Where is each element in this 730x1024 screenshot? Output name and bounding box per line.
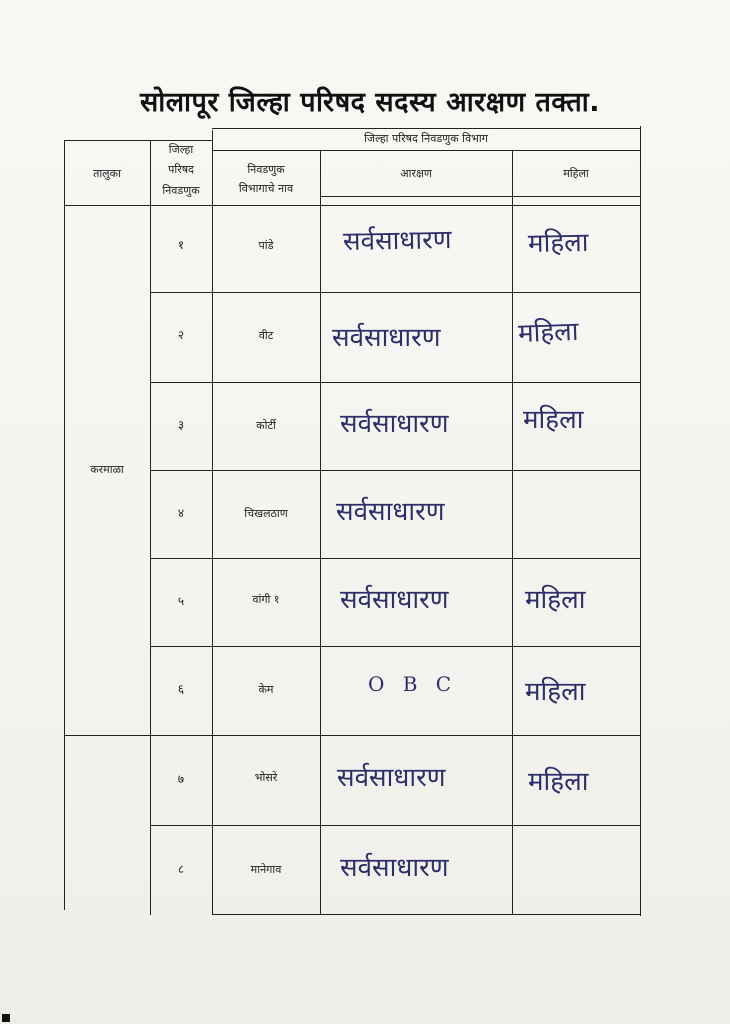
row-number: ७ [177, 772, 185, 786]
reservation-handwritten: सर्वसाधारण [342, 225, 452, 257]
division-name: कोर्टी [256, 419, 276, 432]
header-zp-line1: जिल्हा [168, 143, 194, 156]
page-title: सोलापूर जिल्हा परिषद सदस्य आरक्षण तक्ता. [139, 87, 600, 118]
header-zp-line2: परिषद [168, 163, 194, 176]
taluka-name: करमाळा [90, 463, 124, 476]
header-division-name-line1: निवडणुक [247, 163, 285, 176]
women-handwritten: महिला [528, 767, 589, 797]
row-number: ५ [177, 594, 185, 608]
reservation-handwritten: सर्वसाधारण [336, 497, 445, 527]
header-taluka: तालुका [93, 167, 121, 180]
division-name: वांगी १ [252, 593, 280, 606]
header-women: महिला [563, 167, 589, 180]
reservation-handwritten: सर्वसाधारण [340, 853, 449, 883]
header-division-name-line2: विभागाचे नाव [238, 182, 294, 195]
row-number: २ [177, 328, 185, 342]
reservation-handwritten: सर्वसाधारण [337, 763, 446, 793]
division-name: मानेगाव [250, 863, 282, 876]
row-number: ६ [177, 682, 185, 696]
row-number: १ [177, 238, 185, 252]
reservation-handwritten: सर्वसाधारण [340, 409, 449, 439]
header-reservation: आरक्षण [400, 167, 432, 180]
division-name: चिखलठाण [244, 507, 288, 520]
row-number: ४ [177, 506, 185, 520]
header-zp-line3: निवडणुक [162, 184, 200, 197]
women-handwritten: महिला [517, 316, 580, 349]
reservation-handwritten: सर्वसाधारण [332, 323, 441, 353]
division-name: पांडे [258, 239, 274, 252]
header-division-group: जिल्हा परिषद निवडणुक विभाग [364, 132, 488, 145]
women-handwritten: महिला [523, 405, 584, 435]
reservation-handwritten: O B C [368, 672, 458, 696]
division-name: भोसरे [254, 771, 278, 784]
row-number: ८ [177, 862, 185, 876]
women-handwritten: महिला [525, 585, 586, 615]
division-name: वीट [258, 329, 274, 342]
women-handwritten: महिला [525, 677, 586, 707]
reservation-handwritten: सर्वसाधारण [340, 585, 449, 615]
women-handwritten: महिला [527, 227, 589, 259]
division-name: केम [258, 683, 274, 696]
row-number: ३ [177, 418, 185, 432]
